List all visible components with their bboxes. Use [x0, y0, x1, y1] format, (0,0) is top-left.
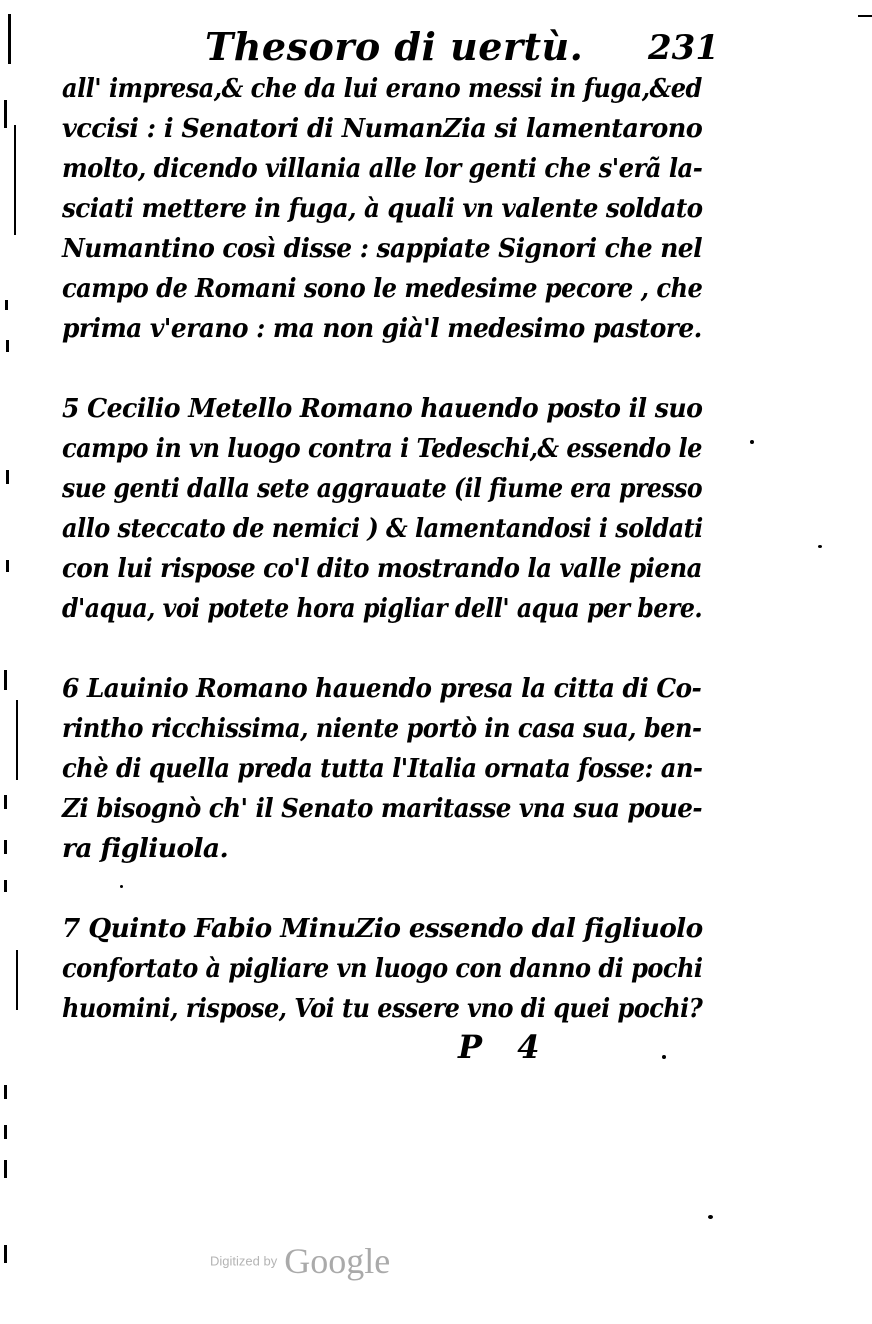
text-line: sue genti dalla sete aggrauate (il fiume era presso: [62, 473, 703, 504]
scan-artifact: [858, 15, 872, 17]
text-line: 6 Lauinio Romano hauendo presa la citta di Co-: [62, 673, 702, 704]
scan-artifact: [4, 1125, 7, 1139]
scan-artifact: [4, 670, 7, 690]
scan-artifact: [4, 100, 7, 128]
text-line: vccisi : i Senatori di NumanZia si lamentarono: [62, 113, 703, 144]
text-line: con lui rispose co'l dito mostrando la valle piena: [62, 553, 703, 584]
scan-artifact: [4, 840, 7, 854]
scan-speck: [662, 1055, 666, 1059]
text-line: Zi bisognò ch' il Senato maritasse vna sua poue-: [62, 793, 703, 824]
text-line: confortato à pigliare vn luogo con danno di pochi: [62, 953, 703, 984]
text-line: allo steccato de nemici ) & lamentandosi i soldati: [62, 513, 703, 544]
scan-artifact: [4, 1160, 7, 1178]
text-line: sciati mettere in fuga, à quali vn valente soldato: [62, 193, 703, 224]
scan-artifact: [6, 340, 9, 352]
watermark-prefix: Digitized by: [210, 1253, 278, 1269]
text-line: ra figliuola.: [62, 833, 229, 864]
scan-artifact: [4, 1085, 7, 1099]
text-line: huomini, rispose, Voi tu essere vno di quei pochi?: [62, 993, 703, 1024]
scan-artifact: [6, 560, 9, 572]
scan-artifact: [6, 470, 9, 484]
scan-speck: [818, 545, 822, 548]
scan-speck: [750, 440, 754, 444]
text-line: Numantino così disse : sappiate Signori che nel: [62, 233, 702, 264]
watermark-brand: Google: [284, 1241, 391, 1281]
scan-artifact: [8, 14, 11, 64]
text-line: chè di quella preda tutta l'Italia ornata fosse: an-: [62, 753, 703, 784]
scan-artifact: [4, 880, 7, 892]
text-line: d'aqua, voi potete hora pigliar dell' aqua per bere.: [62, 593, 703, 624]
scan-speck: [120, 885, 123, 888]
scan-speck: [708, 1215, 713, 1219]
running-title: Thesoro di uertù.: [205, 24, 584, 69]
text-line: all' impresa,& che da lui erano messi in fuga,&ed: [62, 73, 702, 104]
text-line: rintho ricchissima, niente portò in casa sua, ben-: [62, 713, 702, 744]
text-line: 5 Cecilio Metello Romano hauendo posto il suo: [62, 393, 703, 424]
scan-artifact: [4, 795, 7, 809]
text-line: campo in vn luogo contra i Tedeschi,& essendo le: [62, 433, 702, 464]
scan-artifact: [16, 700, 18, 780]
text-line: prima v'erano : ma non già'l medesimo pastore.: [62, 313, 702, 344]
text-line: campo de Romani sono le medesime pecore , che: [62, 273, 703, 304]
scan-artifact: [5, 300, 8, 310]
page-number: 231: [648, 28, 719, 68]
scan-artifact: [4, 1245, 7, 1263]
text-line: molto, dicendo villania alle lor genti che s'erã la-: [62, 153, 703, 184]
scan-artifact: [14, 125, 16, 235]
text-line: 7 Quinto Fabio MinuZio essendo dal figliuolo: [62, 913, 703, 944]
digitization-watermark: [210, 1240, 390, 1282]
signature-mark: P 4: [458, 1028, 540, 1066]
scan-artifact: [16, 950, 18, 1010]
